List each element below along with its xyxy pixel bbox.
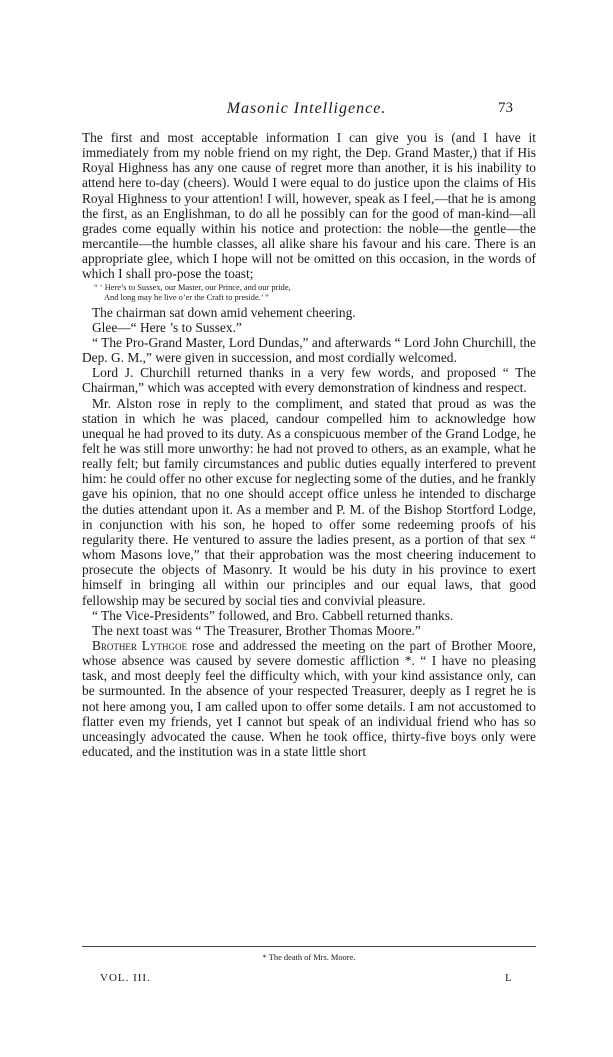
- paragraph-vice-presidents: “ The Vice-Presidents” followed, and Bro. Cabbell returned thanks.: [92, 607, 454, 623]
- paragraph-cheering: The chairman sat down amid vehement cheering.: [92, 304, 356, 320]
- paragraph-lythgoe-text: rose and addressed the meeting on the part of Brother Moore, whose absence was caused by severe domestic affliction *. “ I have no pleasing task, and most deeply feel the difficulty which, with your kind assistance only, can be surmounted. In the absence of your respected Treasurer, deeply as I regret he is not here among you, I am called upon to offer some details. I am not accustomed to flatter even my friends, yet I cannot but speak of an individual friend who has so unceasingly advocated the cause. When he took office, thirty-five boys only were educated, and the institution was in a state little short: [82, 638, 536, 760]
- article-body: [82, 130, 536, 759]
- paragraph-alston: Mr. Alston rose in reply to the compliment, and stated that proud as was the station in which he was placed, candour compelled him to acknowledge how unequal he had proved to its duty. As a conspicuous member of the Grand Lodge, he felt he was still more unworthy: he had not proved to others, as an example, what he really felt; but family circumstances and public duties equally interfered to prevent him: he could offer no other excuse for neglecting some of the duties, and he frankly gave his opinion, that no one should accept office unless he intended to discharge the duties attendant upon it. As a member and P. M. of the Bishop Stortford Lodge, in conjunction with his son, he hoped to offer some redeeming proofs of his regularity there. He ventured to assure the ladies present, as a portion of that sex “ whom Masons love,” that their approbation was the most cheering inducement to prosecute the objects of Masonry. It would be his duty in his province to exert himself in bringing all within our principles and our equal laws, that good fellowship may be secured by social ties and convivial pleasure.: [82, 395, 536, 608]
- paragraph-chairman-speech: The first and most acceptable information I can give you is (and I have it immediately from my noble friend on my right, the Dep. Grand Master,) that if His Royal Highness has any one cause of regret more than another, it is his inability to attend here to-day (cheers). Would I were equal to do justice upon the claims of His Royal Highness to your attention! I will, however, speak as I feel,—that he is among the first, as an Englishman, to do all he possibly can for the good of man-kind—all grades come equally within his notice and protection: the noble—the gentle—the mercantile—the humble classes, all alike share his favour and his care. There is an appropriate glee, which I hope will not be omitted on this occasion, in the words of which I shall pro-pose the toast;: [82, 130, 536, 282]
- signature-letter: L: [505, 972, 512, 984]
- running-header: [0, 100, 613, 122]
- paragraph-glee: Glee—“ Here ’s to Sussex.”: [92, 319, 242, 335]
- paragraph-churchill: Lord J. Churchill returned thanks in a very few words, and proposed “ The Chairman,” which was accepted with every demonstration of kindness and respect.: [82, 365, 536, 396]
- running-title: Masonic Intelligence.: [226, 100, 387, 117]
- speaker-name: Brother Lythgoe: [92, 638, 187, 653]
- verse-line: And long may he live o’er the Craft to preside.’ ”: [104, 293, 269, 303]
- verse-line: “ ‘ Here’s to Sussex, our Master, our Prince, and our pride,: [94, 282, 291, 292]
- paragraph-pro-grand-master: “ The Pro-Grand Master, Lord Dundas,” and afterwards “ Lord John Churchill, the Dep. G. M.,” were given in succession, and most cordially welcomed.: [82, 334, 536, 366]
- page-number: 73: [498, 100, 513, 116]
- toast-verse: [82, 283, 536, 304]
- footnote: * The death of Mrs. Moore.: [262, 953, 356, 962]
- footnote-rule: [82, 946, 536, 947]
- volume-signature: VOL. III.: [100, 972, 151, 984]
- paragraph-treasurer-toast: The next toast was “ The Treasurer, Brother Thomas Moore.”: [92, 622, 421, 638]
- paragraph-lythgoe: [82, 638, 536, 759]
